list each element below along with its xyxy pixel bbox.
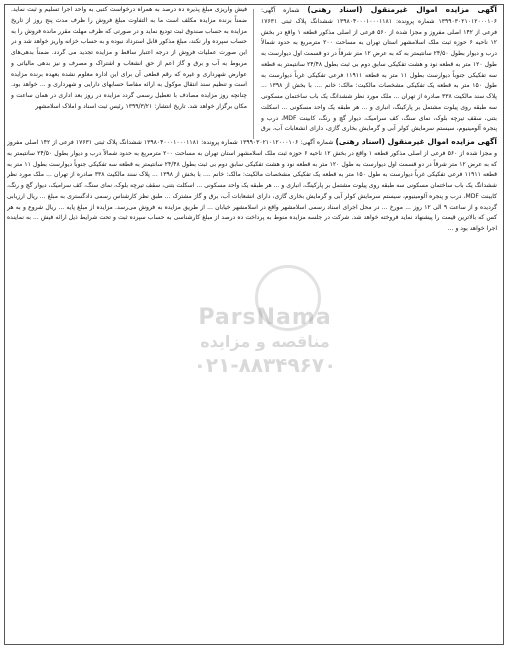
notice-body-text-top: شماره آگهی: ۱۳۹۹۰۳۰۲۱۰۱۲۰۰۰۱۰۶ شماره پرونده: ۱۳۹۸۰۴۰۰۰۱۰۰۰۱۱۸۱ ششدانگ پلاک ثبتی ۱۷۶۳۱ فرعی از ۱۴۲ اصلی مفروز و مجزا شده از ۵۶۰ فرعی از اصلی مذکور قطعه ۱ واقع در بخش ۱۲ ناحیه ۶ حوزه ثبت ملک اسلامشهر استان تهران به مساحت ۲۰۰ مترمربع به حدود شمالاً درب و دیوار بطول ۲۴/۵۰ سانتیمتر به که به عرض ۱۲ متر شرقاً در دو قسمت اول دیوارست به طول ۱۲۰ متر به قطعه نود و هشت تفکیکی سابق دوم بی ثبت بطول ۲۴/۴۸ سانتیمتر به قطعه سه تفکیکی جنوباً دیوارست بطول ۱۱ متر به قطعه ۱۱۹۱۱ فرعی تفکیکی غرباً دیوارست به طول ۱۵۰ متر به قطعه یک تفکیکی مشخصات مالکیت: مالک: خانم .... با بخش از ۱۳۹۸ ... پلاک سند مالکیت ۳۳۸ صادره از تهران ... ملک مورد نظر ششدانگ یک باب ساختمان مسکونی سه طبقه روی پیلوت مشتمل بر پارکینگ، انباری و ... هر طبقه یک واحد مسکونی ... اسکلت بتنی، سقف تیرچه بلوک، نمای سنگ، کف سرامیک، دیوار گچ و رنگ، کابینت MDF، درب و پنجره آلومینیوم، سیستم سرمایش کولر آبی و گرمایش بخاری گازی، دارای انشعابات آب، برق xyxy=(261,7,497,133)
column-divider xyxy=(253,9,254,139)
watermark-logo-text: ParsNama xyxy=(198,305,332,330)
notice-top-right-column xyxy=(261,5,497,135)
notice-title: آگهی مزایده اموال غیرمنقول (اسناد رهنی) xyxy=(335,137,497,146)
watermark-subtitle: مناقصه و مزایده xyxy=(200,332,330,351)
notice-right-column xyxy=(7,137,497,637)
notice-title-top: آگهی مزایده اموال غیرمنقول (اسناد رهنی) xyxy=(307,5,497,14)
notice-frame xyxy=(4,4,504,645)
notice-left-column xyxy=(11,5,247,133)
watermark-phone: ۰۲۱-۸۸۳۴۹۶۷۰ xyxy=(193,353,337,377)
notice-left-text: فیش واریزی مبلغ پذیره ده درصد به همراه درخواست کتبی به واحد اجرا تسلیم و ثبت نماید. ضمناً برنده مزایده مکلف است ما به التفاوت مبلغ فروش را ظرف مدت پنج روز از تاریخ مزایده به حساب صندوق ثبت تودیع نماید و در صورتی که ظرف مهلت مقرر مانده فروش را به حساب سپرده وار نکند، مبلغ مذکور قابل استرداد نبوده و به حساب خزانه واریز خواهد شد و در این صورت عملیات فروش از درجه اعتبار ساقط و مزایده تجدید می گردد. ضمناً بدهی‌های مربوط به آب و برق و گاز اعم از حق انشعاب و اشتراک و مصرف و نیز بدهی مالیاتی و عوارض شهرداری و غیره که رقم قطعی آن برای این اداره معلوم نشده بعهده برنده مزایده است و تنظیم سند انتقال موکول به ارائه مفاصا حسابهای دارایی و شهرداری و ... خواهد بود. چنانچه روز مزایده مصادف با تعطیل رسمی گردد مزایده در روز بعد اداری در همان ساعت و مکان برگزار خواهد شد. تاریخ انتشار: ۱۳۹۹/۳/۲۱ رئیس ثبت اسناد و املاک اسلامشهر xyxy=(11,6,247,110)
notice-body-text: شماره آگهی: ۱۳۹۹۰۳۰۲۱۰۱۲۰۰۰۱۰۶ شماره پرونده: ۱۳۹۸۰۴۰۰۰۱۰۰۰۱۱۸۱ ششدانگ پلاک ثبتی ۱۷۶۳۱ فرعی از ۱۴۲ اصلی مفروز و مجزا شده از ۵۶۰ فرعی از اصلی مذکور قطعه ۱ واقع در بخش ۱۲ ناحیه ۶ حوزه ثبت ملک اسلامشهر استان تهران به مساحت ۲۰۰ مترمربع به حدود شمالاً درب و دیوار بطول ۲۴/۵۰ سانتیمتر به که به عرض ۱۲ متر شرقاً در دو قسمت اول دیوارست به طول ۱۲۰ متر به قطعه نود و هشت تفکیکی سابق دوم بی ثبت بطول ۲۴/۴۸ سانتیمتر به قطعه سه تفکیکی جنوباً دیوارست بطول ۱۱ متر به قطعه ۱۱۹۱۱ فرعی تفکیکی غرباً دیوارست به طول ۱۵۰ متر به قطعه یک تفکیکی مشخصات مالکیت: مالک: خانم .... با بخش از ۱۳۹۸ ... پلاک سند مالکیت ۳۳۸ صادره از تهران ... ملک مورد نظر ششدانگ یک باب ساختمان مسکونی سه طبقه روی پیلوت مشتمل بر پارکینگ، انباری و ... هر طبقه یک واحد مسکونی ... اسکلت بتنی، سقف تیرچه بلوک، نمای سنگ، کف سرامیک، دیوار گچ و رنگ، کابینت MDF، درب و پنجره آلومینیوم، سیستم سرمایش کولر آبی و گرمایش بخاری گازی، دارای انشعابات آب، برق و گاز مشترک ... طبق نظر کارشناس رسمی دادگستری به مبلغ ... ریال ارزیابی گردیده و از ساعت ۹ الی ۱۲ روز ... مورخ ... در محل اجرای اسناد رسمی اسلامشهر واقع در اسلامشهر خیابان ... از طریق مزایده به فروش می‌رسد. مزایده از مبلغ پایه ... ریال شروع و به هر کس که بالاترین قیمت را پیشنهاد نماید فروخته خواهد شد. شرکت در جلسه مزایده منوط به پرداخت ده درصد از مبلغ کارشناسی به حساب سپرده ثبت و تحت شرایط ذیل ارائه فیش ... به نماینده اجرا خواهد بود و ... xyxy=(7,139,497,232)
watermark-logo-icon xyxy=(255,265,321,331)
